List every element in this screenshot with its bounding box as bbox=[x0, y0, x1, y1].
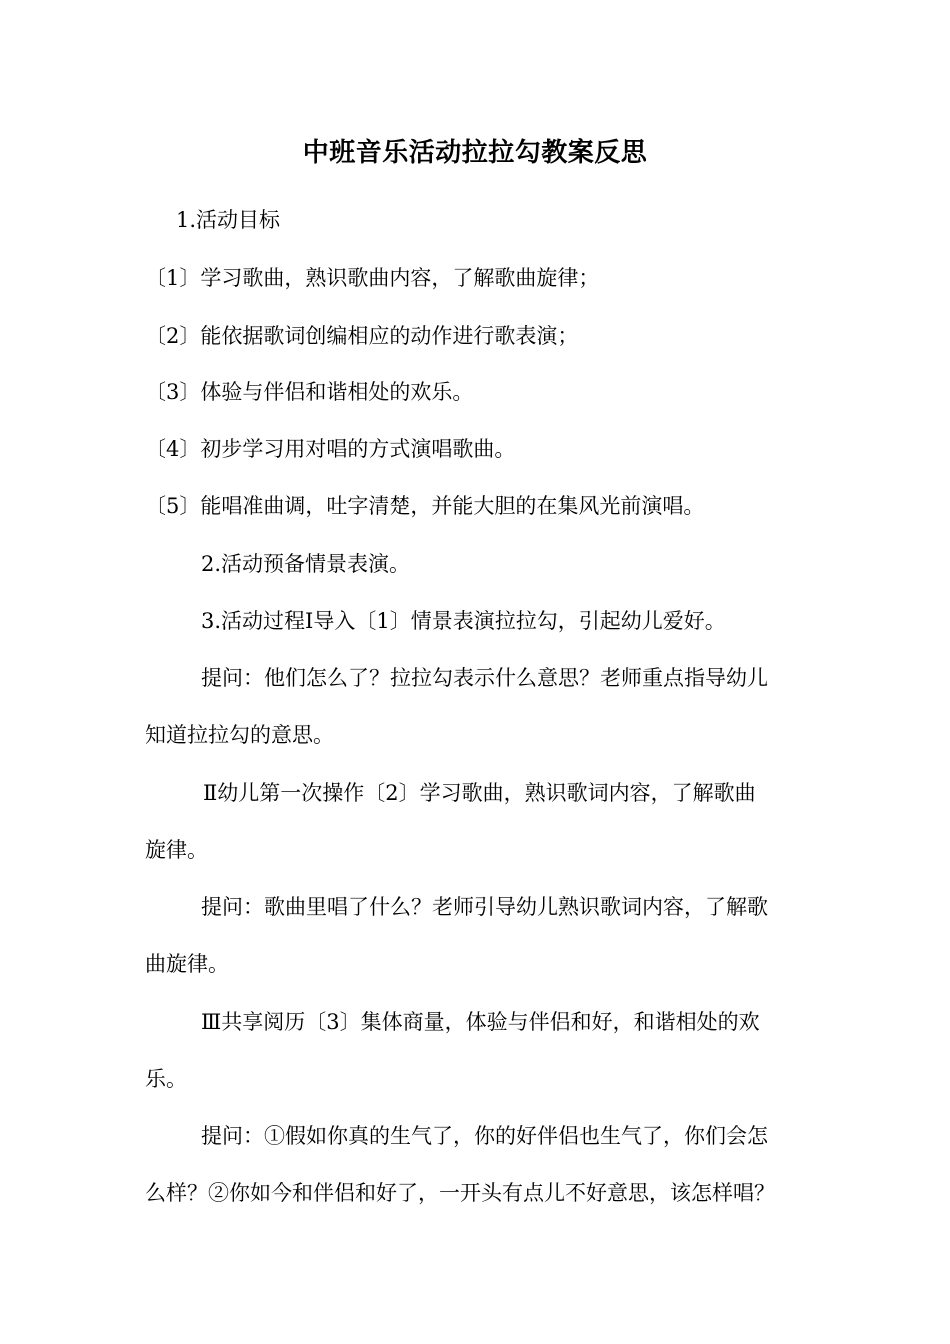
goal-item-3: 〔3〕体验与伴侣和谐相处的欢乐。 bbox=[145, 380, 474, 404]
paragraph-line: 提问：歌曲里唱了什么？老师引导幼儿熟识歌词内容，了解歌 bbox=[201, 895, 768, 919]
document-title: 中班音乐活动拉拉勾教案反思 bbox=[302, 138, 648, 168]
paragraph-line: 知道拉拉勾的意思。 bbox=[145, 723, 334, 747]
paragraph-line: 曲旋律。 bbox=[145, 952, 229, 976]
paragraph-line: Ⅱ幼儿第一次操作〔2〕学习歌曲，熟识歌词内容，了解歌曲 bbox=[203, 781, 756, 805]
paragraph-line: 提问：他们怎么了？拉拉勾表示什么意思？老师重点指导幼儿 bbox=[201, 666, 768, 690]
paragraph-line: Ⅲ共享阅历〔3〕集体商量，体验与伴侣和好，和谐相处的欢 bbox=[201, 1010, 760, 1034]
goal-item-4: 〔4〕初步学习用对唱的方式演唱歌曲。 bbox=[145, 437, 516, 461]
goal-item-5: 〔5〕能唱准曲调，吐字清楚，并能大胆的在集风光前演唱。 bbox=[145, 494, 705, 518]
paragraph-line: 提问：①假如你真的生气了，你的好伴侣也生气了，你们会怎 bbox=[201, 1124, 768, 1148]
section-heading-preparation: 2.活动预备情景表演。 bbox=[201, 552, 411, 576]
section-heading-goals: 1.活动目标 bbox=[176, 208, 281, 232]
paragraph-line: 么样？②你如今和伴侣和好了，一开头有点儿不好意思，该怎样唱？ bbox=[145, 1181, 775, 1205]
paragraph-line: 乐。 bbox=[145, 1067, 187, 1091]
paragraph-line: 旋律。 bbox=[145, 838, 208, 862]
goal-item-2: 〔2〕能依据歌词创编相应的动作进行歌表演； bbox=[145, 324, 579, 348]
goal-item-1: 〔1〕学习歌曲，熟识歌曲内容，了解歌曲旋律； bbox=[145, 266, 600, 290]
section-heading-process: 3.活动过程Ⅰ导入〔1〕情景表演拉拉勾，引起幼儿爱好。 bbox=[201, 609, 726, 633]
